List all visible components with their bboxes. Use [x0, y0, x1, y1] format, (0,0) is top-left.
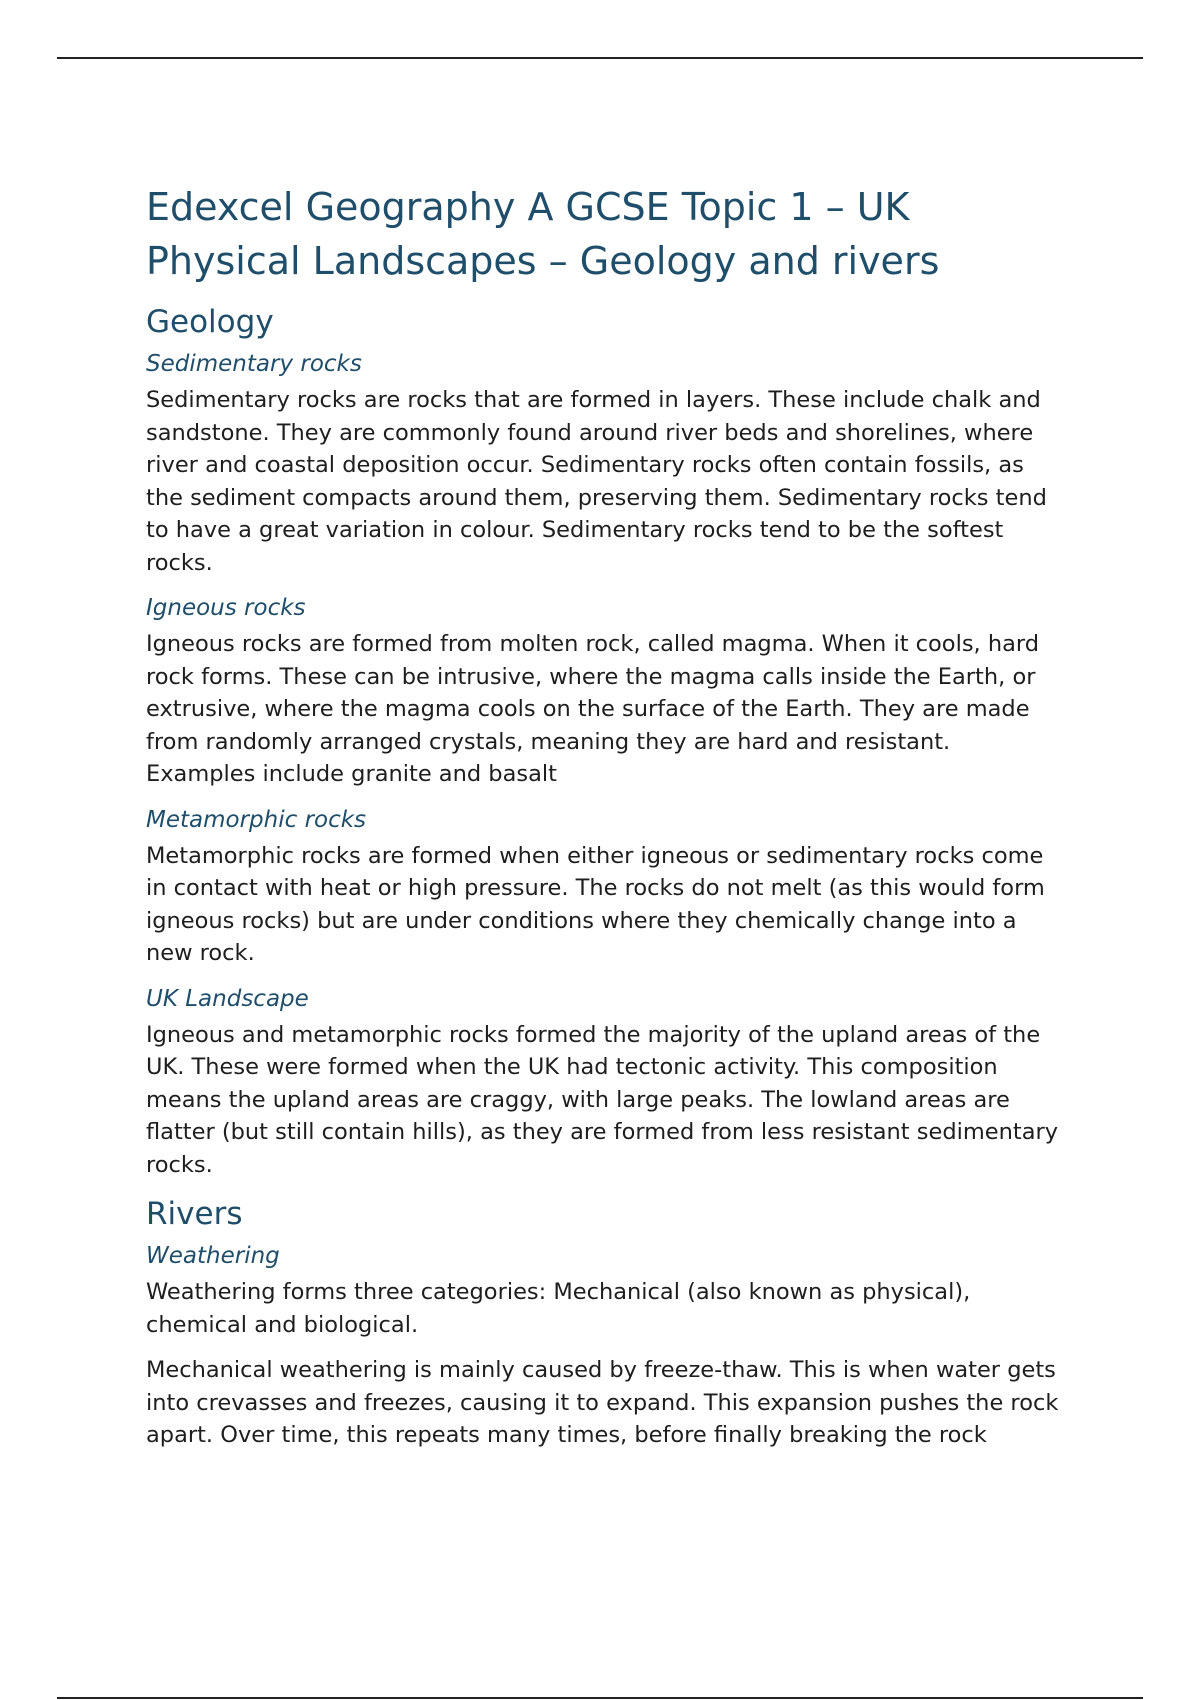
subheading-igneous-rocks: Igneous rocks	[146, 595, 306, 621]
header-rule	[57, 57, 1143, 59]
paragraph-sedimentary-rocks: Sedimentary rocks are rocks that are formed in layers. These include chalk and sandstone. They are commonly found around river beds and shorelines, where river and coastal deposition occur. Sedimentary rocks often contain fossils, as the sediment compacts around them, preserving them. Sedimentary rocks tend to have a great variation in colour. Sedimentary rocks tend to be the softest rocks.	[146, 387, 1047, 576]
subheading-weathering: Weathering	[146, 1243, 280, 1269]
paragraph-mechanical-weathering: Mechanical weathering is mainly caused by freeze-thaw. This is when water gets into crevasses and freezes, causing it to expand. This expansion pushes the rock apart. Over time, this repeats many times, before finally breaking the rock	[146, 1357, 1059, 1448]
paragraph-igneous-rocks: Igneous rocks are formed from molten rock, called magma. When it cools, hard rock forms. These can be intrusive, where the magma calls inside the Earth, or extrusive, where the magma cools on the surface of the Earth. They are made from randomly arranged crystals, meaning they are hard and resistant. Examples include granite and basalt	[146, 631, 1040, 787]
document-title: Edexcel Geography A GCSE Topic 1 – UK Physical Landscapes – Geology and rivers	[146, 185, 940, 283]
paragraph-uk-landscape: Igneous and metamorphic rocks formed the majority of the upland areas of the UK. These were formed when the UK had tectonic activity. This composition means the upland areas are craggy, with large peaks. The lowland areas are flatter (but still contain hills), as they are formed from less resistant sedimentary rocks.	[146, 1021, 1059, 1178]
subheading-uk-landscape: UK Landscape	[146, 985, 309, 1012]
section-heading-geology: Geology	[146, 304, 274, 340]
rivers-section	[146, 1194, 1066, 1452]
subheading-metamorphic-rocks: Metamorphic rocks	[146, 806, 367, 833]
paragraph-metamorphic-rocks: Metamorphic rocks are formed when either igneous or sedimentary rocks come in contact with heat or high pressure. The rocks do not melt (as this would form igneous rocks) but are under conditions where they chemically change into a new rock.	[146, 842, 1045, 966]
paragraph-weathering-categories: Weathering forms three categories: Mechanical (also known as physical), chemical and biological.	[146, 1279, 971, 1338]
document-body	[146, 180, 1066, 1465]
section-heading-rivers: Rivers	[146, 1196, 243, 1232]
footer-rule	[57, 1697, 1143, 1699]
subheading-sedimentary-rocks: Sedimentary rocks	[146, 351, 362, 377]
geology-section	[146, 302, 1066, 1181]
